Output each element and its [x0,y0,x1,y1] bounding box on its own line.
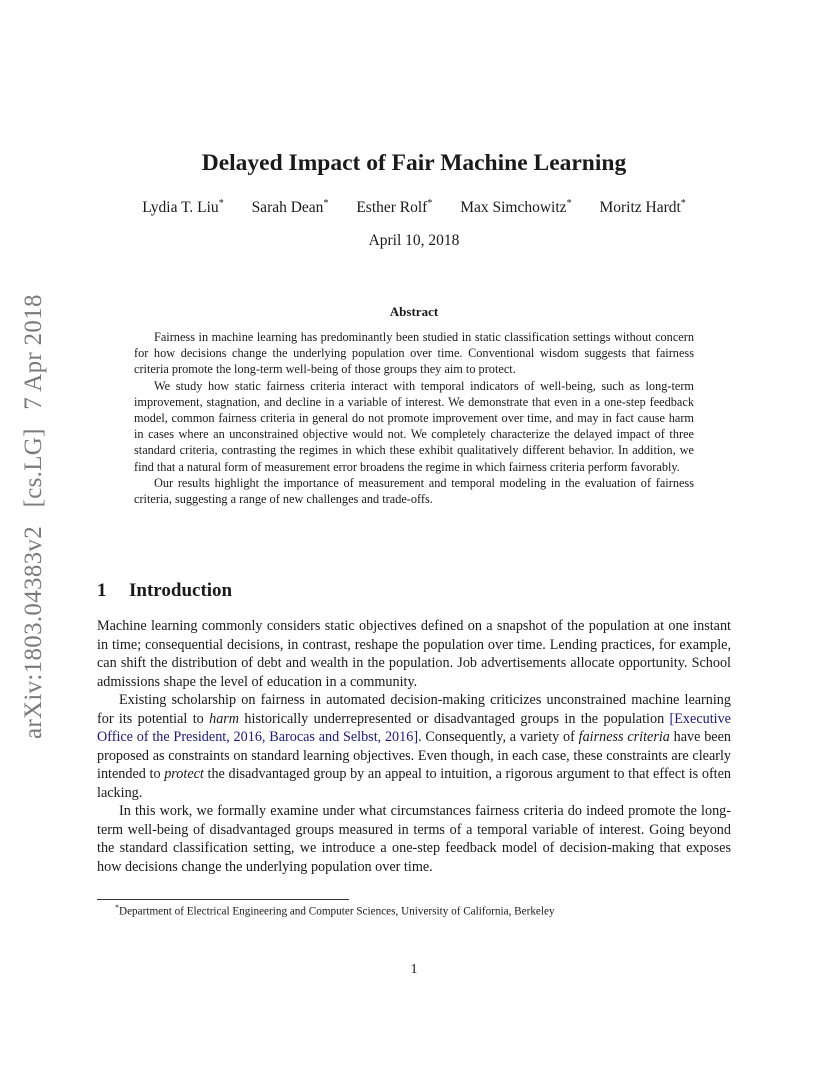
author-3: Esther Rolf* [356,198,433,217]
arxiv-stamp [20,294,48,745]
abstract-paragraph: Fairness in machine learning has predominantly been studied in static classification settings without concern for how decisions change the underlying population over time. Conventional wisdom suggests that fairness criteria promote the long-term well-being of those groups they aim to protect. [134,330,694,377]
emphasis-harm: harm [209,710,240,727]
emphasis-fairness-criteria: fairness criteria [578,729,670,745]
section-title: Introduction [129,580,233,601]
section-heading [97,580,232,602]
arxiv-id: arXiv:1803.04383v2 [20,525,47,739]
paper-date: April 10, 2018 [368,232,460,249]
intro-paragraph-3: In this work, we formally examine under what circumstances fairness criteria do indeed promote the long-term well-being of disadvantaged groups measured in terms of a temporal variable of interest. Going beyond the standard classification setting, we introduce a one-step feedback model of decision-making that exposes how decisions change the underlying population over time. [97,803,731,875]
arxiv-date: 7 Apr 2018 [20,294,47,410]
section-number: 1 [97,580,107,601]
author-2: Sarah Dean* [251,198,329,217]
author-5: Moritz Hardt* [599,198,686,217]
abstract-body [134,329,694,507]
arxiv-category: [cs.LG] [20,428,47,508]
author-4: Max Simchowitz* [460,198,572,217]
author-list [0,198,828,217]
introduction-body [97,617,731,876]
page-number: 1 [410,962,418,977]
author-1: Lydia T. Liu* [142,198,224,217]
footnote-mark: * [115,903,119,912]
footnote [115,903,715,918]
abstract-paragraph: We study how static fairness criteria interact with temporal indicators of well-being, such as long-term improvement, stagnation, and decline in a variable of interest. We demonstrate that even in a one-step feedback model, common fairness criteria in general do not promote improvement over time, and may in fact cause harm in cases where an unconstrained objective would not. We completely characterize the delayed impact of three standard criteria, contrasting the regimes in which these exhibit qualitatively different behavior. In addition, we find that a natural form of measurement error broadens the regime in which fairness criteria perform favorably. [134,378,694,474]
footnote-divider [97,899,349,900]
paper-title: Delayed Impact of Fair Machine Learning [201,150,627,176]
footnote-text: Department of Electrical Engineering and Computer Sciences, University of California, Berkeley [119,905,555,918]
intro-paragraph-1: Machine learning commonly considers static objectives defined on a snapshot of the population at one instant in time; consequential decisions, in contrast, reshape the population over time. Lending practices, for example, can shift the distribution of debt and wealth in the population. Job advertisements allocate opportunity. School admissions shape the level of education in a community. [97,618,731,690]
citation-link[interactable]: [Executive Office of the President, 2016, Barocas and Selbst, 2016] [97,710,731,745]
abstract-paragraph: Our results highlight the importance of measurement and temporal modeling in the evaluation of fairness criteria, suggesting a range of new challenges and trade-offs. [134,475,694,507]
intro-paragraph-2: Existing scholarship on fairness in automated decision-making criticizes unconstrained machine learning for its potential to harm historically underrepresented or disadvantaged groups in the population [Executive Office of the President, 2016, Barocas and Selbst, 2016]. Consequently, a variety of fairness criteria have been proposed as constraints on standard learning objectives. Even though, in each case, these constraints are clearly intended to protect the disadvantaged group by an appeal to intuition, a rigorous argument to that effect is often lacking. [97,692,731,801]
abstract-heading: Abstract [389,304,439,319]
emphasis-protect: protect [164,766,204,782]
